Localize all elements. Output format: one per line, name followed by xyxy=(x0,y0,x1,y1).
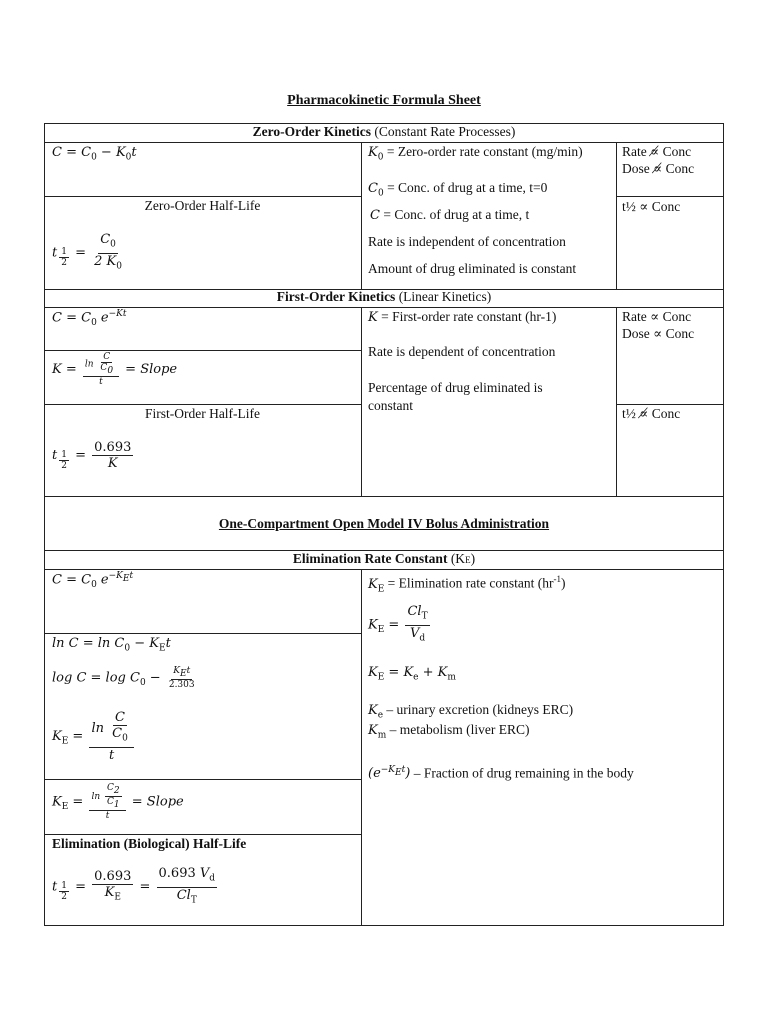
first-order-slope-formula: K = ln $\frac{C}{C_0}$ t = Slope xyxy=(52,352,178,387)
elimination-header: Elimination Rate Constant (KE) xyxy=(292,551,476,566)
first-order-half-life-formula: t $_{\frac{1}{2}}$ = $\frac{0.693}{K}$ xyxy=(52,440,132,471)
k0-definition: $K_0$ = Zero-order rate constant (mg/min) xyxy=(368,144,583,163)
elimination-half-life-formula: t $_{\frac{1}{2}}$ = $\frac{0.693}{K_E}$ = $\frac{0.693 V_d}{Cl_T}$ xyxy=(52,866,216,906)
fraction-remaining-description: $(e^{-K_Et})$ – Fraction of drug remaining in the body xyxy=(368,765,634,782)
zero-order-half-life-proportionality: t½ ∝ Conc xyxy=(622,199,681,214)
zero-order-half-life-formula: t $_{\frac{1}{2}}$ = $\frac{C_0}{2 K_0}$ xyxy=(52,232,122,272)
c0-definition: $C_0$ = Conc. of drug at a time, t=0 xyxy=(368,180,548,199)
first-order-dose-proportionality: Dose ∝ Conc xyxy=(622,326,695,341)
page-title: Pharmacokinetic Formula Sheet xyxy=(287,93,481,108)
half-life-numerator-1: 0.693 xyxy=(94,868,132,884)
ke-definition: $K_E$ = Elimination rate constant $(hr^{-1})$ xyxy=(368,574,566,595)
log-equation: $\log C = \log C_0$ − $\frac{K_Et}{2.303}$ xyxy=(52,666,195,690)
zero-order-note-2: Amount of drug eliminated is constant xyxy=(368,261,577,276)
km-description: $K_m$ – metabolism (liver ERC) xyxy=(368,722,530,741)
first-order-half-life-numerator: 0.693 xyxy=(94,440,132,455)
zero-order-half-life-label: Zero-Order Half-Life xyxy=(144,198,261,213)
elimination-equation: $C = C_0$ $e^{-K_Et}$ xyxy=(52,571,134,590)
ke-clearance-formula: $K_E$ = $\frac{Cl_T}{V_d}$ xyxy=(368,604,428,644)
zero-order-rate-proportionality: Rate ∝̸ Conc xyxy=(622,144,692,159)
zero-order-note-1: Rate is independent of concentration xyxy=(368,234,566,249)
log-denominator: 2.303 xyxy=(168,679,195,690)
first-order-note-1: Rate is dependent of concentration xyxy=(368,344,556,359)
first-order-equation: $C = C_0$ $e^{-Kt}$ xyxy=(52,309,127,328)
ke-slope-formula: $K_E$ = ln $\frac{C_2}{C_1}$ t = Slope xyxy=(52,783,184,821)
ke-description: $K_e$ – urinary excretion (kidneys ERC) xyxy=(368,702,574,721)
ln-equation: $\ln C = \ln C_0 - K_Et$ xyxy=(52,636,171,654)
first-order-half-life-label: First-Order Half-Life xyxy=(144,406,261,421)
first-order-header: First-Order Kinetics (Linear Kinetics) xyxy=(276,289,492,304)
c-definition: C = Conc. of drug at a time, t xyxy=(370,207,530,223)
first-order-note-2a: Percentage of drug eliminated is xyxy=(368,380,543,395)
one-compartment-title: One-Compartment Open Model IV Bolus Administration xyxy=(218,516,550,531)
half-life-numerator-2: 0.693 xyxy=(158,866,196,881)
zero-order-header: Zero-Order Kinetics (Constant Rate Processes) xyxy=(252,124,516,139)
elimination-half-life-label: Elimination (Biological) Half-Life xyxy=(52,836,247,851)
ke-ln-formula: $K_E$ = ln $\frac{C}{C_0}$ t xyxy=(52,710,136,763)
first-order-note-2b: constant xyxy=(368,398,413,413)
ke-sum-formula: $K_E = K_e + K_m$ xyxy=(368,665,456,683)
zero-order-dose-proportionality: Dose ∝̸ Conc xyxy=(622,161,695,176)
k-definition: K = First-order rate constant (hr-1) xyxy=(368,309,557,325)
first-order-half-life-proportionality: t½ ∝̸ Conc xyxy=(622,406,681,421)
zero-order-equation: $C = C_0 - K_0t$ xyxy=(52,145,137,163)
first-order-rate-proportionality: Rate ∝ Conc xyxy=(622,309,692,324)
